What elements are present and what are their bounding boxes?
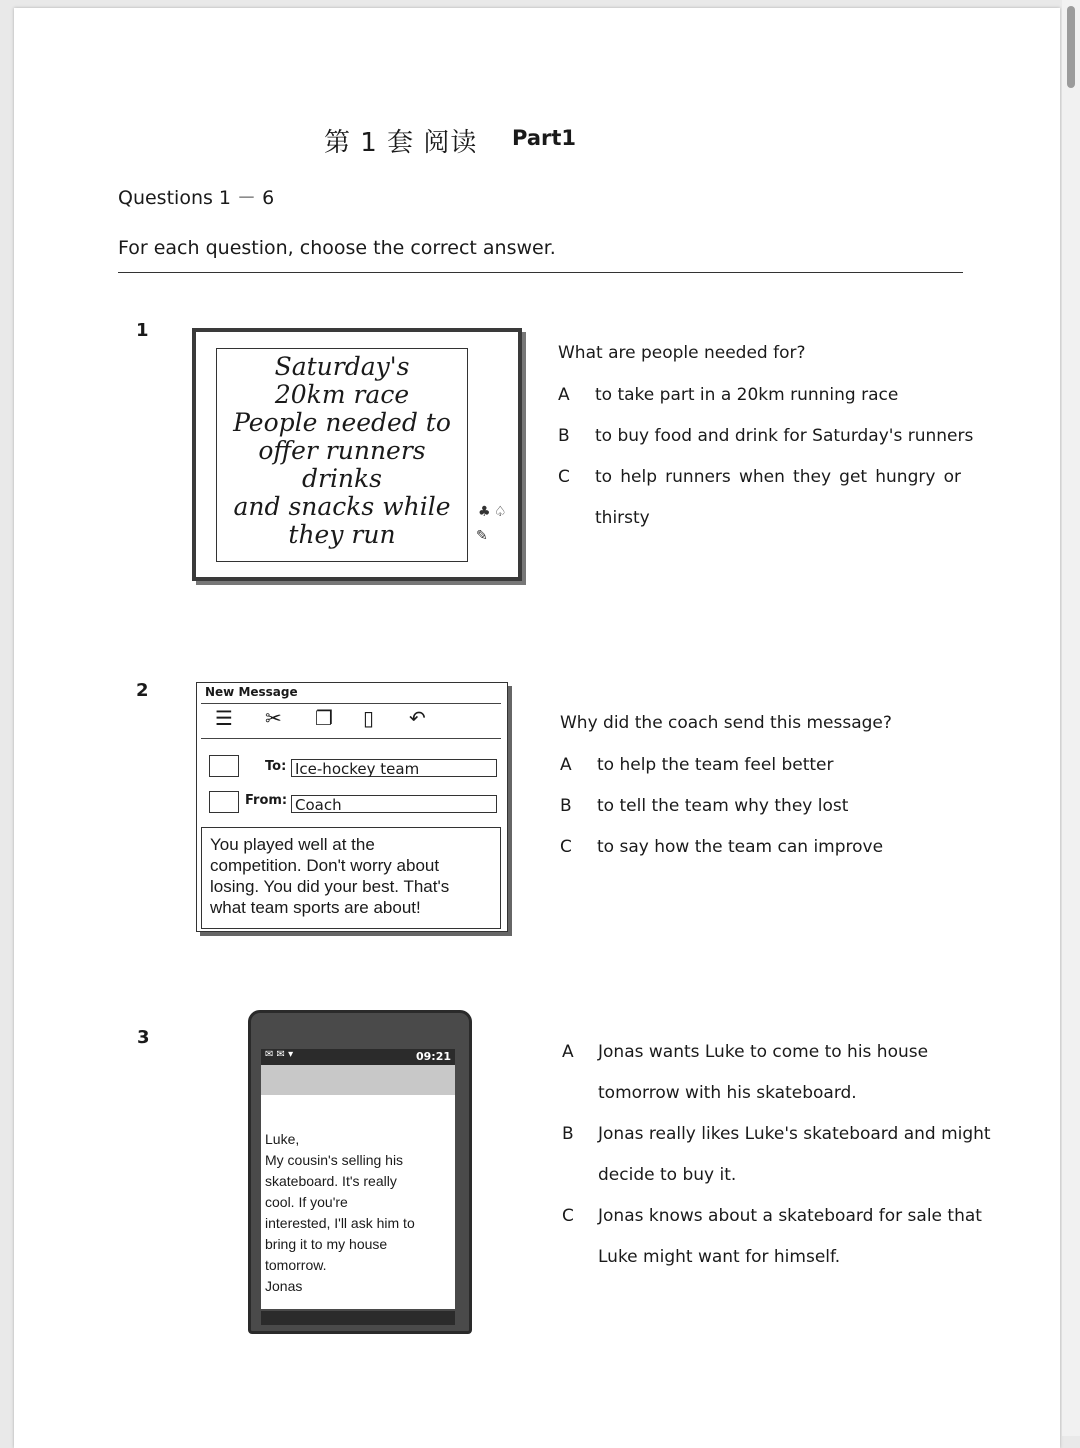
option-text-continued: thirsty xyxy=(595,508,650,528)
message-line: Jonas xyxy=(265,1278,303,1294)
option-letter: C xyxy=(562,1206,574,1226)
question-number-1: 1 xyxy=(136,320,149,341)
notice-line: and snacks while xyxy=(233,492,451,521)
email-window xyxy=(196,682,508,932)
option-text-continued: Luke might want for himself. xyxy=(598,1247,841,1267)
undo-icon: ↶ xyxy=(409,706,426,730)
question-text-2: Why did the coach send this message? xyxy=(560,713,892,733)
option-letter: B xyxy=(558,426,570,446)
to-field: Ice-hockey team xyxy=(291,759,497,777)
notice-line: offer runners xyxy=(258,436,426,465)
option-text: to tell the team why they lost xyxy=(597,796,849,816)
email-body-line: competition. Don't worry about xyxy=(210,856,440,875)
questions-range: Questions 1 － 6 xyxy=(118,187,275,209)
send-icon: ☰ xyxy=(215,706,233,730)
notice-line: Saturday's xyxy=(274,352,410,381)
option-text: to take part in a 20km running race xyxy=(595,385,899,405)
document-page xyxy=(14,8,1060,1448)
option-text: Jonas wants Luke to come to his house xyxy=(598,1042,929,1062)
email-window-title: New Message xyxy=(205,685,298,699)
to-label: To: xyxy=(265,759,287,774)
instruction-text: For each question, choose the correct answer. xyxy=(118,237,556,259)
phone-app-header xyxy=(261,1065,455,1095)
message-line: Luke, xyxy=(265,1131,300,1147)
phone xyxy=(248,1010,472,1334)
message-line: cool. If you're xyxy=(265,1194,348,1210)
option-letter: A xyxy=(558,385,570,405)
address-book-icon xyxy=(209,755,239,777)
page-title: 第 1 套 阅读 xyxy=(324,128,478,158)
scissors-icon: ✂ xyxy=(265,706,282,730)
notice-paper xyxy=(216,348,468,562)
email-body-line: what team sports are about! xyxy=(210,898,421,917)
option-text: to buy food and drink for Saturday's runners xyxy=(595,426,974,446)
option-text-continued: tomorrow with his skateboard. xyxy=(598,1083,857,1103)
phone-status-bar xyxy=(261,1049,455,1065)
option-letter: A xyxy=(562,1042,574,1062)
part-label: Part1 xyxy=(512,126,577,150)
address-book-icon xyxy=(209,791,239,813)
email-body xyxy=(201,827,501,929)
vertical-scrollbar[interactable] xyxy=(1062,0,1080,1436)
option-text: Jonas knows about a skateboard for sale that xyxy=(598,1206,982,1226)
email-body-line: You played well at the xyxy=(210,835,375,854)
text-message xyxy=(265,1129,445,1297)
pin-icon: ♣ xyxy=(478,504,491,520)
notification-icons: ✉ ✉ ▾ xyxy=(265,1049,294,1060)
from-label: From: xyxy=(245,793,288,808)
message-line: tomorrow. xyxy=(265,1257,327,1273)
message-line: bring it to my house xyxy=(265,1236,388,1252)
email-toolbar xyxy=(201,703,501,739)
notice-line: 20km race xyxy=(274,380,410,409)
notice-line: they run xyxy=(288,520,396,549)
copy-icon: ❐ xyxy=(315,706,333,730)
notice-board xyxy=(192,328,522,581)
option-letter: B xyxy=(562,1124,574,1144)
question-text-1: What are people needed for? xyxy=(558,343,806,363)
option-letter: A xyxy=(560,755,572,775)
question-number-3: 3 xyxy=(137,1027,150,1048)
message-line: skateboard. It's really xyxy=(265,1173,397,1189)
pin-icon: ✎ xyxy=(476,528,488,544)
message-line: My cousin's selling his xyxy=(265,1152,404,1168)
email-body-line: losing. You did your best. That's xyxy=(210,877,450,896)
paste-icon: ▯ xyxy=(363,706,375,730)
option-text: to help runners when they get hungry or xyxy=(595,467,961,487)
notice-line: People needed to xyxy=(233,408,451,437)
notice-line: drinks xyxy=(301,464,383,493)
scroll-thumb[interactable] xyxy=(1067,6,1075,88)
option-text: to help the team feel better xyxy=(597,755,834,775)
option-letter: C xyxy=(560,837,572,857)
option-text: Jonas really likes Luke's skateboard and might xyxy=(598,1124,991,1144)
option-letter: C xyxy=(558,467,570,487)
pin-icon: ♤ xyxy=(494,504,507,520)
phone-nav-bar xyxy=(261,1311,455,1325)
from-field: Coach xyxy=(291,795,497,813)
option-text: to say how the team can improve xyxy=(597,837,884,857)
divider xyxy=(118,272,963,273)
notice-text xyxy=(217,353,467,549)
option-text-continued: decide to buy it. xyxy=(598,1165,737,1185)
option-letter: B xyxy=(560,796,572,816)
question-number-2: 2 xyxy=(136,680,149,701)
message-line: interested, I'll ask him to xyxy=(265,1215,415,1231)
phone-time: 09:21 xyxy=(415,1050,451,1063)
